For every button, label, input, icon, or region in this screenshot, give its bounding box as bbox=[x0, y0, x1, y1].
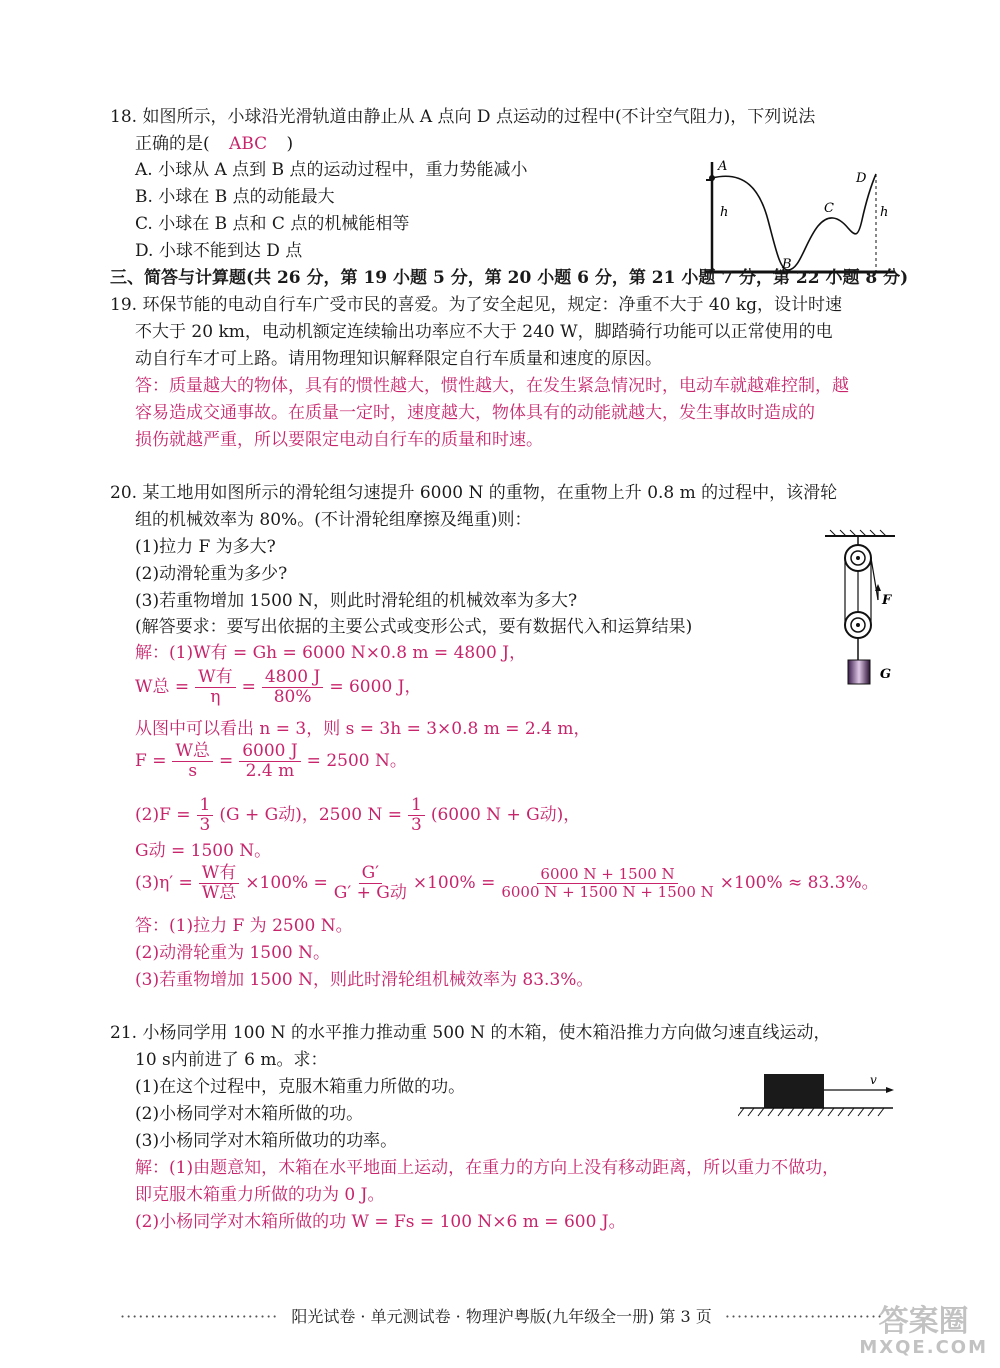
q21-line1: 21. 小杨同学用 100 N 的水平推力推动重 500 N 的木箱，使木箱沿推力方向做匀速直线运动， bbox=[110, 1023, 831, 1043]
q20-sol-4: F = W总 s = $\frac{6000 J}{2.4 m}$ = 2500 N。 bbox=[135, 741, 407, 781]
label-v: v bbox=[870, 1073, 877, 1087]
q20-sol-7: (3)η′ = W有 W总 ×100% = G′ G′ + G动 ×100% = $\frac{6000 N + 1500 N}{6000 N + 1500 N + 1500 N}$ ×100% ≈ 83.3%。 bbox=[135, 863, 879, 903]
page-footer bbox=[120, 1305, 884, 1330]
q20-answer-2: (2)动滑轮重为 1500 N。 bbox=[135, 943, 331, 963]
q20-pulley-figure bbox=[820, 528, 910, 693]
sol7-frac1: W有 W总 bbox=[199, 864, 239, 902]
sol2-frac2: $\frac{4800 J}{80\%}$ bbox=[262, 668, 323, 706]
label-h-left: h bbox=[720, 205, 729, 220]
q20-sol-5: (2)F = $\frac{1}{3}$ (G + G动)，2500 N = $\frac{1}{3}$ (6000 N + G动)， bbox=[135, 795, 581, 835]
q20-line2: 组的机械效率为 80%。(不计滑轮组摩擦及绳重)则： bbox=[135, 510, 532, 530]
q20-sol-1: 解：(1)W有 = Gh = 6000 N×0.8 m = 4800 J， bbox=[135, 643, 527, 663]
q20-question-2: (2)动滑轮重为多少? bbox=[135, 564, 288, 584]
q20-question-1: (1)拉力 F 为多大? bbox=[135, 537, 276, 557]
footer-text: 阳光试卷 · 单元测试卷 · 物理沪粤版(九年级全一册) 第 3 页 bbox=[291, 1307, 712, 1326]
q18-option-a: A. 小球从 A 点到 B 点的运动过程中，重力势能减小 bbox=[135, 160, 528, 180]
q19-line2: 不大于 20 km，电动机额定连续输出功率应不大于 240 W，脚踏骑行功能可以正常使用的电 bbox=[135, 322, 833, 342]
q18-option-d: D. 小球不能到达 D 点 bbox=[135, 241, 303, 261]
q20-answer-3: (3)若重物增加 1500 N，则此时滑轮组机械效率为 83.3%。 bbox=[135, 970, 594, 990]
q18-option-c: C. 小球在 B 点和 C 点的机械能相等 bbox=[135, 214, 410, 234]
q19-line3: 动自行车才可上路。请用物理知识解释限定自行车质量和速度的原因。 bbox=[135, 349, 662, 369]
sol2-lhs: W总 = bbox=[135, 677, 190, 698]
q18-track-figure bbox=[700, 150, 900, 280]
label-g: G bbox=[880, 667, 892, 682]
q19-answer-line1: 答：质量越大的物体，具有的惯性越大，惯性越大，在发生紧急情况时，电动车就越难控制，越 bbox=[135, 376, 849, 396]
sol5-frac1: $\frac{1}{3}$ bbox=[197, 796, 214, 834]
footer-dots-right: ·························· bbox=[724, 1307, 884, 1326]
q18-option-b: B. 小球在 B 点的动能最大 bbox=[135, 187, 335, 207]
q21-sol-line3: (2)小杨同学对木箱所做的功 W = Fs = 100 N×6 m = 600 J。 bbox=[135, 1212, 626, 1232]
q18-answer: ABC bbox=[229, 134, 268, 154]
label-b: B bbox=[782, 257, 792, 272]
watermark-sub: MXQE.COM bbox=[859, 1337, 988, 1359]
q20-answer-1: 答：(1)拉力 F 为 2500 N。 bbox=[135, 916, 353, 936]
q21-question-3: (3)小杨同学对木箱所做功的功率。 bbox=[135, 1131, 398, 1151]
track-curve bbox=[712, 174, 876, 270]
sol4-frac2: $\frac{6000 J}{2.4 m}$ bbox=[239, 742, 300, 780]
q20-sol-6: G动 = 1500 N。 bbox=[135, 841, 272, 861]
ball-icon bbox=[709, 175, 715, 181]
q20-line1: 20. 某工地用如图所示的滑轮组匀速提升 6000 N 的重物，在重物上升 0.8 m 的过程中，该滑轮 bbox=[110, 483, 838, 503]
footer-dots-left: ·························· bbox=[120, 1307, 279, 1326]
q20-sol-3: 从图中可以看出 n = 3，则 s = 3h = 3×0.8 m = 2.4 m， bbox=[135, 719, 591, 739]
sol2-frac1: W有 η bbox=[195, 668, 235, 706]
section-3-heading: 三、简答与计算题(共 26 分，第 19 小题 5 分，第 20 小题 6 分，第 21 小题 7 分，第 22 小题 8 分) bbox=[110, 268, 909, 288]
q20-sol-2: W总 = W有 η = $\frac{4800 J}{80\%}$ = 6000 J， bbox=[135, 667, 422, 707]
q21-question-2: (2)小杨同学对木箱所做的功。 bbox=[135, 1104, 364, 1124]
q18-stem-pre: 正确的是( bbox=[135, 134, 210, 154]
q20-question-3: (3)若重物增加 1500 N，则此时滑轮组的机械效率为多大? bbox=[135, 591, 578, 611]
q21-sol-line1: 解：(1)由题意知，木箱在水平地面上运动，在重力的方向上没有移动距离，所以重力不做功， bbox=[135, 1158, 840, 1178]
velocity-arrow-head-icon bbox=[886, 1087, 894, 1093]
sol7-frac2: G′ G′ + G动 bbox=[333, 863, 407, 903]
label-a: A bbox=[718, 159, 728, 174]
label-f: F bbox=[882, 593, 892, 608]
sol5-frac2: $\frac{1}{3}$ bbox=[408, 796, 425, 834]
q18-stem-line2 bbox=[135, 131, 293, 157]
q21-line2: 10 s内前进了 6 m。求： bbox=[135, 1050, 328, 1070]
label-d: D bbox=[856, 171, 867, 186]
q19-answer-line3: 损伤就越严重，所以要限定电动自行车的质量和时速。 bbox=[135, 430, 543, 450]
q18-stem-post: ) bbox=[286, 134, 294, 154]
q21-sol-line2: 即克服木箱重力所做的功为 0 J。 bbox=[135, 1185, 385, 1205]
wooden-box bbox=[764, 1074, 824, 1108]
label-c: C bbox=[824, 201, 834, 216]
watermark-main: 答案圈 bbox=[878, 1304, 969, 1340]
q19-answer-line2: 容易造成交通事故。在质量一定时，速度越大，物体具有的动能就越大，发生事故时造成的 bbox=[135, 403, 815, 423]
q19-line1: 19. 环保节能的电动自行车广受市民的喜爱。为了安全起见，规定：净重不大于 40 kg，设计时速 bbox=[110, 295, 843, 315]
q21-question-1: (1)在这个过程中，克服木箱重力所做的功。 bbox=[135, 1077, 466, 1097]
q21-box-figure bbox=[738, 1066, 898, 1126]
watermark-logo bbox=[859, 1305, 988, 1358]
floor-hatching bbox=[738, 1108, 884, 1116]
sol7-frac3: $\frac{6000 N + 1500 N}{6000 N + 1500 N + 1500 N}$ bbox=[501, 865, 714, 901]
q18-stem-line1: 18. 如图所示，小球沿光滑轨道由静止从 A 点向 D 点运动的过程中(不计空气阻力)，下列说法 bbox=[110, 107, 816, 127]
q20-requirement: (解答要求：要写出依据的主要公式或变形公式，要有数据代入和运算结果) bbox=[135, 617, 693, 637]
sol4-frac1: W总 s bbox=[172, 742, 212, 780]
label-h-right: h bbox=[880, 205, 889, 220]
weight-block bbox=[848, 660, 870, 684]
